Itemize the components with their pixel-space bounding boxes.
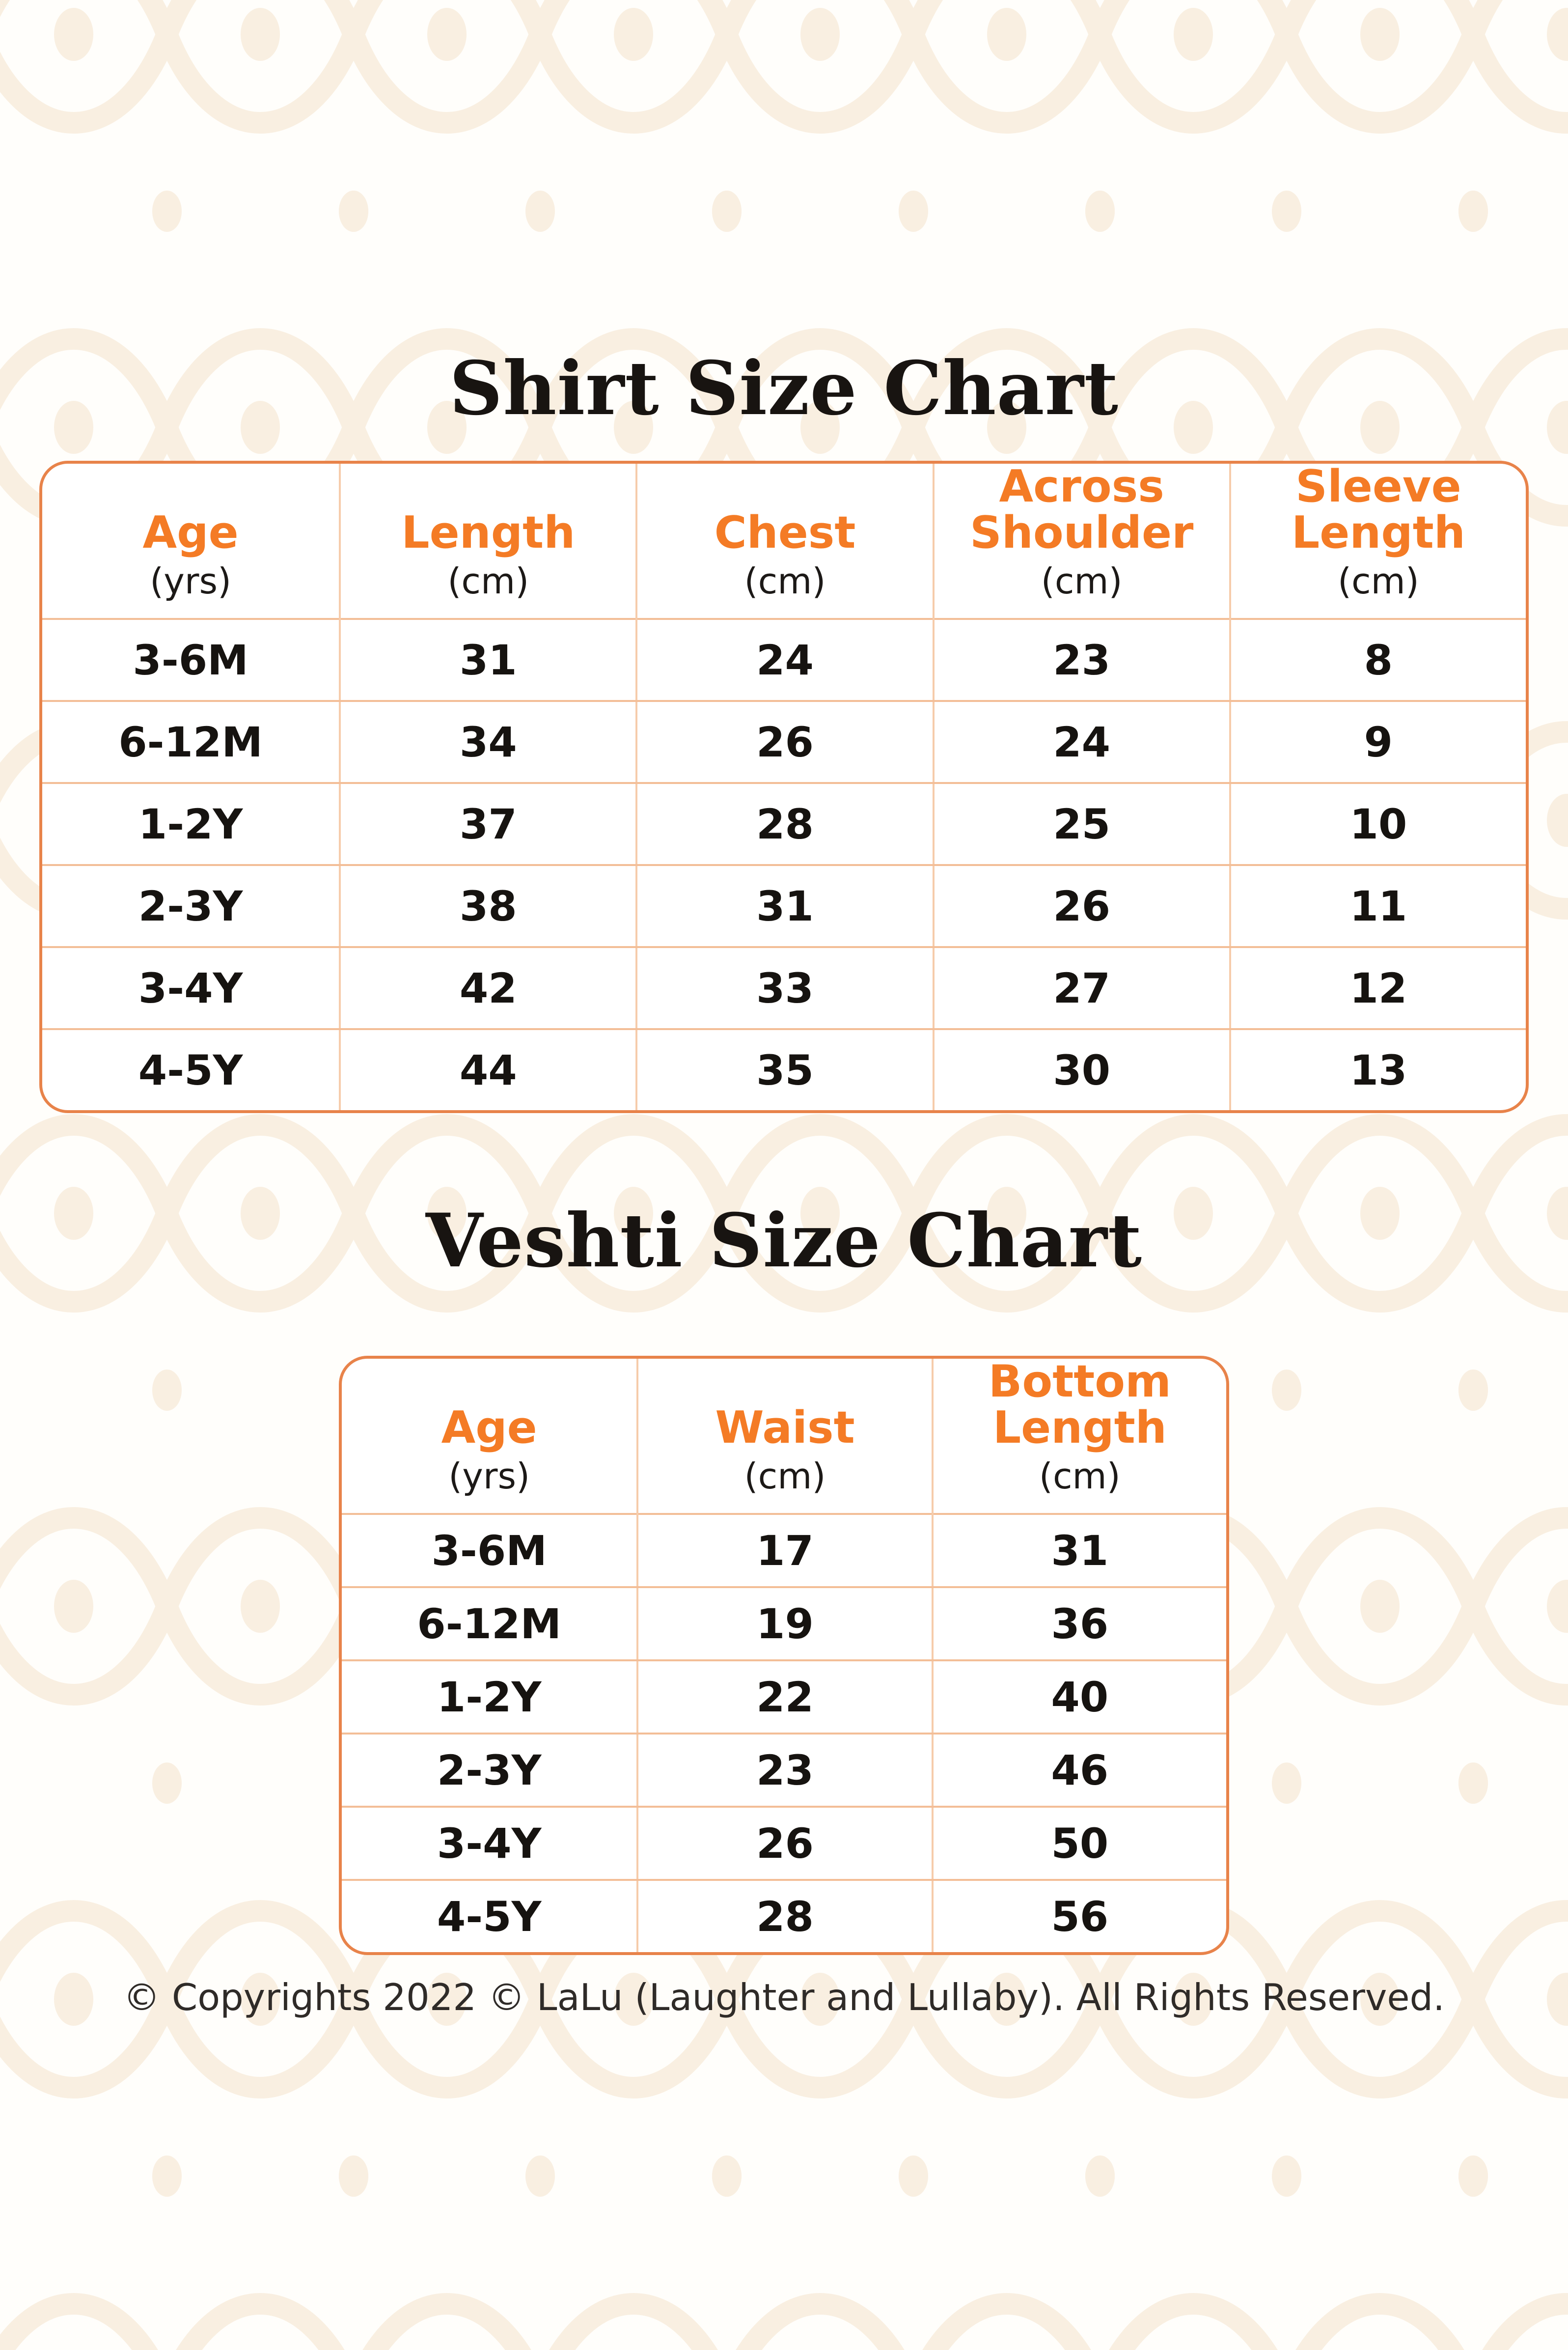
table-cell: 46 [932, 1735, 1226, 1806]
table-cell-age: 4-5Y [437, 1892, 542, 1941]
table-row [42, 864, 1526, 946]
table-cell: 23 [636, 1735, 931, 1806]
table-row [42, 946, 1526, 1028]
table-row [42, 618, 1526, 700]
table-cell: 28 [636, 1881, 931, 1952]
table-cell: 31 [932, 1515, 1226, 1586]
table-cell-age: 3-6M [133, 636, 248, 684]
table-row [42, 1028, 1526, 1110]
table-cell: 40 [932, 1661, 1226, 1733]
table-cell: 23 [933, 620, 1229, 700]
table-cell: 26 [635, 702, 932, 782]
table-cell: 22 [636, 1661, 931, 1733]
shirt-size-table [39, 461, 1529, 1113]
table-row [42, 700, 1526, 782]
column-label: Length [401, 506, 576, 559]
copyright-text: © Copyrights 2022 © LaLu (Laughter and Lullaby). All Rights Reserved. [123, 1976, 1445, 2019]
column-unit: (yrs) [448, 1455, 530, 1497]
column-label: Chest [714, 506, 856, 559]
table-cell: 36 [932, 1588, 1226, 1659]
column-label: Age [142, 506, 239, 559]
veshti-chart-title: Veshti Size Chart [425, 1197, 1143, 1284]
column-unit: (cm) [1337, 560, 1419, 602]
table-cell: 13 [1229, 1030, 1526, 1110]
table-cell: 10 [1229, 784, 1526, 864]
table-row [342, 1659, 1226, 1733]
table-cell: 37 [339, 784, 635, 864]
column-header-length [339, 464, 635, 627]
table-row [342, 1513, 1226, 1586]
table-cell: 25 [933, 784, 1229, 864]
column-header-age [342, 1359, 636, 1522]
table-cell: 11 [1229, 866, 1526, 946]
shirt-table-header-row [42, 461, 1526, 618]
column-unit: (cm) [744, 1455, 826, 1497]
table-cell-age: 1-2Y [138, 800, 243, 848]
table-cell: 26 [636, 1808, 931, 1879]
table-cell: 34 [339, 702, 635, 782]
table-cell-age: 3-4Y [138, 964, 243, 1012]
table-cell: 38 [339, 866, 635, 946]
table-cell: 28 [635, 784, 932, 864]
column-label: Across Shoulder [969, 461, 1194, 559]
column-label: Age [441, 1401, 537, 1454]
table-row [342, 1733, 1226, 1806]
table-cell-age: 1-2Y [437, 1673, 542, 1721]
column-header-chest [635, 464, 932, 627]
table-cell: 26 [933, 866, 1229, 946]
column-header-sleeve-length [1229, 461, 1526, 627]
table-cell-age: 3-4Y [437, 1819, 542, 1868]
table-cell: 9 [1229, 702, 1526, 782]
column-header-bottom-length [932, 1356, 1226, 1522]
table-cell: 56 [932, 1881, 1226, 1952]
table-row [42, 782, 1526, 864]
table-cell: 42 [339, 948, 635, 1028]
table-cell: 44 [339, 1030, 635, 1110]
table-row [342, 1879, 1226, 1952]
column-unit: (yrs) [150, 560, 232, 602]
shirt-chart-title: Shirt Size Chart [449, 345, 1119, 432]
column-unit: (cm) [447, 560, 529, 602]
column-label: Bottom Length [988, 1356, 1171, 1454]
table-cell-age: 2-3Y [138, 882, 243, 930]
column-header-across-shoulder [933, 461, 1229, 627]
table-cell: 19 [636, 1588, 931, 1659]
table-cell-age: 3-6M [431, 1526, 547, 1575]
table-cell-age: 4-5Y [138, 1046, 243, 1094]
table-cell: 17 [636, 1515, 931, 1586]
column-header-waist [636, 1359, 931, 1522]
table-cell: 27 [933, 948, 1229, 1028]
table-cell: 50 [932, 1808, 1226, 1879]
table-cell: 24 [933, 702, 1229, 782]
table-cell: 24 [635, 620, 932, 700]
column-label: Sleeve Length [1291, 461, 1465, 559]
column-header-age [42, 464, 339, 627]
table-cell: 31 [339, 620, 635, 700]
table-cell: 35 [635, 1030, 932, 1110]
veshti-table-header-row [342, 1356, 1226, 1513]
veshti-size-table [339, 1356, 1229, 1955]
table-cell: 12 [1229, 948, 1526, 1028]
column-unit: (cm) [1039, 1455, 1121, 1497]
table-cell-age: 2-3Y [437, 1746, 542, 1794]
table-cell: 31 [635, 866, 932, 946]
table-cell: 30 [933, 1030, 1229, 1110]
table-cell-age: 6-12M [118, 718, 263, 766]
table-row [342, 1586, 1226, 1659]
table-cell: 8 [1229, 620, 1526, 700]
column-label: Waist [715, 1401, 855, 1454]
table-cell-age: 6-12M [417, 1599, 562, 1648]
table-row [342, 1806, 1226, 1879]
table-cell: 33 [635, 948, 932, 1028]
column-unit: (cm) [1041, 560, 1123, 602]
column-unit: (cm) [744, 560, 826, 602]
